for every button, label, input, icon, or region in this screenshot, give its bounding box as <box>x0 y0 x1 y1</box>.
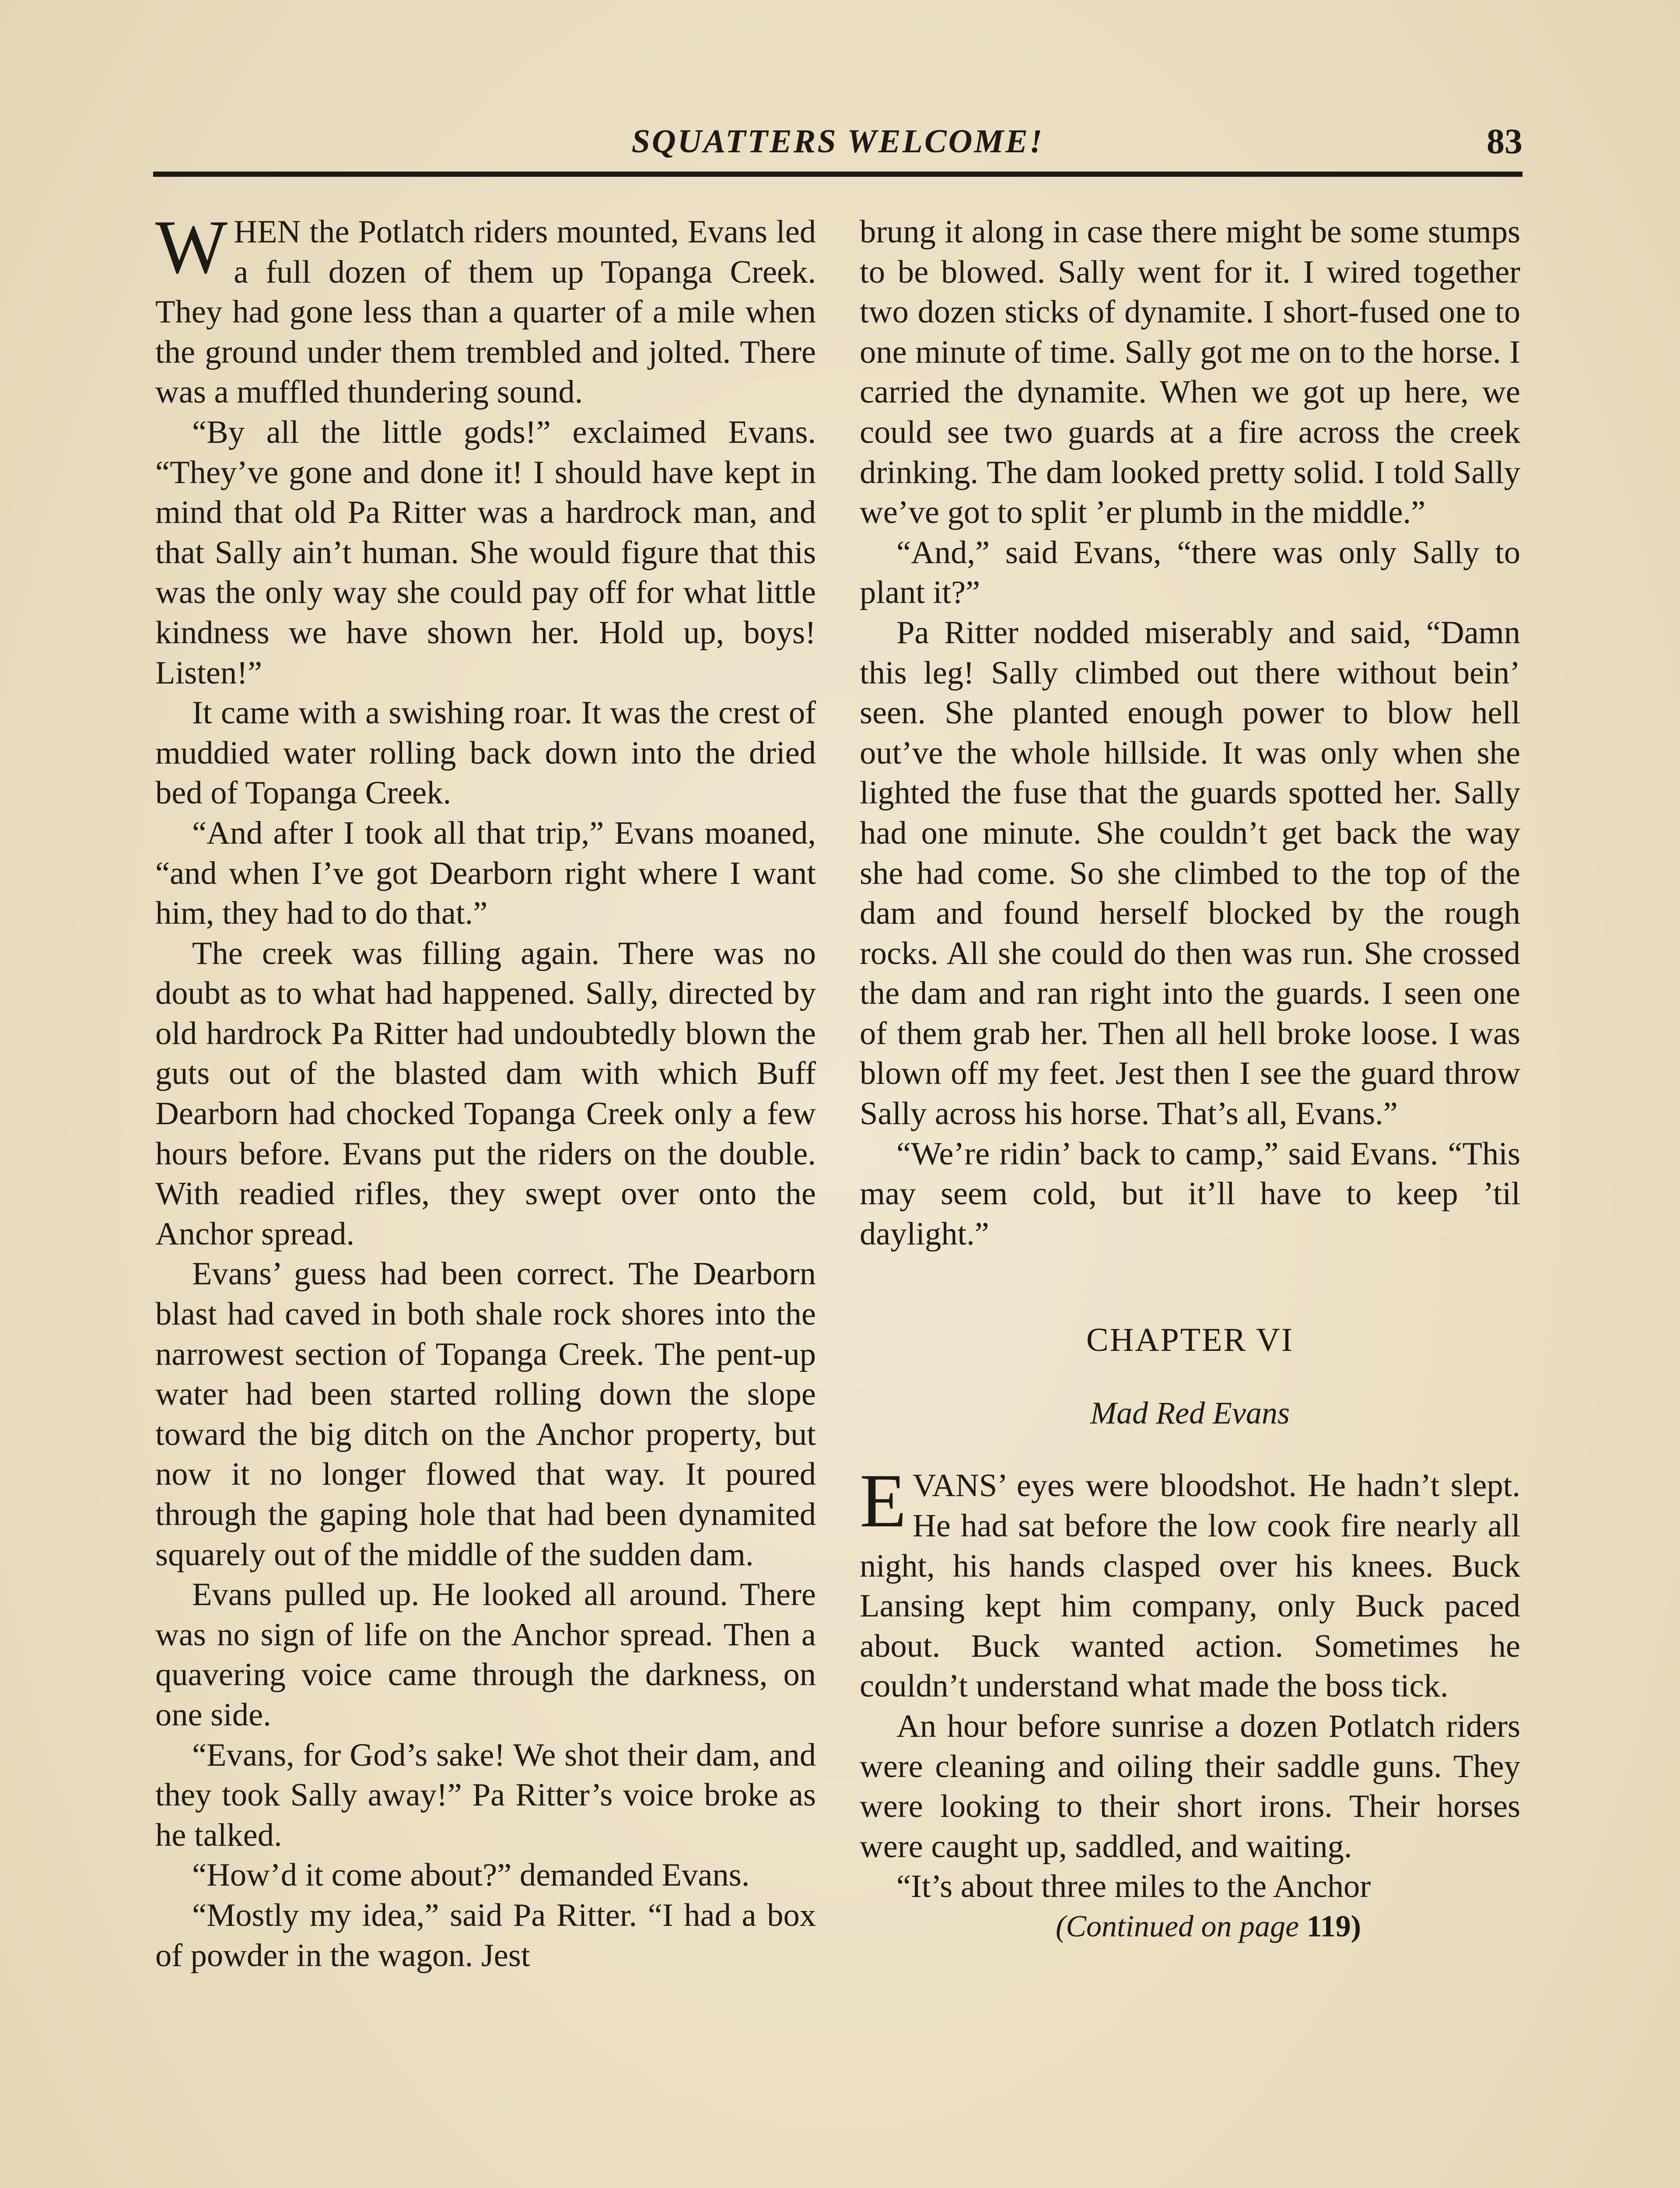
paragraph: It came with a swishing roar. It was the crest of muddied water rolling back down into the dried bed of Topanga Creek. <box>155 695 816 811</box>
paragraph: An hour before sunrise a dozen Potlatch riders were cleaning and oiling their saddle guns. They were looking to their short irons. Their horses were caught up, saddled, and waiting. <box>860 1708 1520 1865</box>
running-title: SQUATTERS WELCOME! <box>631 123 1044 160</box>
continued-text: (Continued on page <box>1056 1909 1299 1943</box>
chapter-heading: CHAPTER VI <box>1086 1322 1294 1359</box>
paragraph: Evans pulled up. He looked all around. There was no sign of life on the Anchor spread. Then a quavering voice came through the darkness, on one side. <box>155 1577 816 1733</box>
paragraph: The creek was filling again. There was no doubt as to what had happened. Sally, directed by old hardrock Pa Ritter had undoubtedly blown the guts out of the blasted dam with which Buff Dearborn had chocked Topanga Creek only a few hours before. Evans put the riders on the double. With readied rifles, they swept over onto the Anchor spread. <box>155 935 816 1252</box>
paragraph: “We’re ridin’ back to camp,” said Evans. “This may seem cold, but it’ll have to keep ’til daylight.” <box>860 1136 1520 1252</box>
paragraph <box>155 204 816 413</box>
chapter-title: Mad Red Evans <box>1090 1396 1290 1431</box>
paragraph: “It’s about three miles to the Anchor <box>896 1869 1371 1905</box>
paragraph: “Evans, for God’s sake! We shot their dam, and they took Sally away!” Pa Ritter’s voice broke as he talked. <box>155 1737 816 1853</box>
paragraph <box>860 1458 1520 1707</box>
paragraph: Pa Ritter nodded miserably and said, “Damn this leg! Sally climbed out there without bein’ seen. She planted enough power to blow hell out’ve the whole hillside. It was only when she lighted the fuse that the guards spotted her. Sally had one minute. She couldn’t get back the way she had come. So she climbed to the top of the dam and found herself blocked by the rough rocks. All she could do then was run. She crossed the dam and ran right into the guards. I seen one of them grab her. Then all hell broke loose. I was blown off my feet. Jest then I see the guard throw Sally across his horse. That’s all, Evans.” <box>860 614 1520 1132</box>
paragraph-text: HEN the Potlatch riders mounted, Evans led a full dozen of them up Topanga Creek. They had gone less than a quarter of a mile when the ground under them trembled and jolted. There was a muffled thundering sound. <box>155 214 816 410</box>
paragraph: “By all the little gods!” exclaimed Evans. “They’ve gone and done it! I should have kept in mind that old Pa Ritter was a hardrock man, and that Sally ain’t human. She would figure that this was the only way she could pay off for what little kindness we have shown her. Hold up, boys! Listen!” <box>155 414 816 691</box>
continued-note <box>860 1907 1520 1946</box>
header-rule <box>153 172 1522 177</box>
paragraph: “And,” said Evans, “there was only Sally to plant it?” <box>860 534 1520 611</box>
right-column <box>860 212 1520 1946</box>
left-column <box>155 204 816 1976</box>
drop-cap: E <box>860 1458 906 1543</box>
page-number: 83 <box>1487 121 1522 161</box>
paragraph: Evans’ guess had been correct. The Dearborn blast had caved in both shale rock shores into the narrowest section of Topanga Creek. The pent-up water had been started rolling down the slope toward the big ditch on the Anchor property, but now it no longer flowed that way. It poured through the gaping hole that had been dynamited squarely out of the middle of the sudden dam. <box>155 1256 816 1573</box>
page-header <box>153 118 1522 171</box>
paragraph: “Mostly my idea,” said Pa Ritter. “I had a box of powder in the wagon. Jest <box>155 1897 816 1974</box>
paragraph: brung it along in case there might be some stumps to be blowed. Sally went for it. I wired together two dozen sticks of dynamite. I short-fused one to one minute of time. Sally got me on to the horse. I carried the dynamite. When we got up here, we could see two guards at a fire across the creek drinking. The dam looked pretty solid. I told Sally we’ve got to split ’er plumb in the middle.” <box>860 214 1520 531</box>
paragraph-text: VANS’ eyes were bloodshot. He hadn’t slept. He had sat before the low cook fire nearly all night, his hands clasped over his knees. Buck Lansing kept him company, only Buck paced about. Buck wanted action. Sometimes he couldn’t understand what made the boss tick. <box>860 1468 1520 1704</box>
drop-cap: W <box>155 204 228 289</box>
paragraph: “And after I took all that trip,” Evans moaned, “and when I’ve got Dearborn right where I want him, they had to do that.” <box>155 815 816 932</box>
paragraph: “How’d it come about?” demanded Evans. <box>192 1857 750 1893</box>
continued-page: 119) <box>1306 1909 1361 1943</box>
